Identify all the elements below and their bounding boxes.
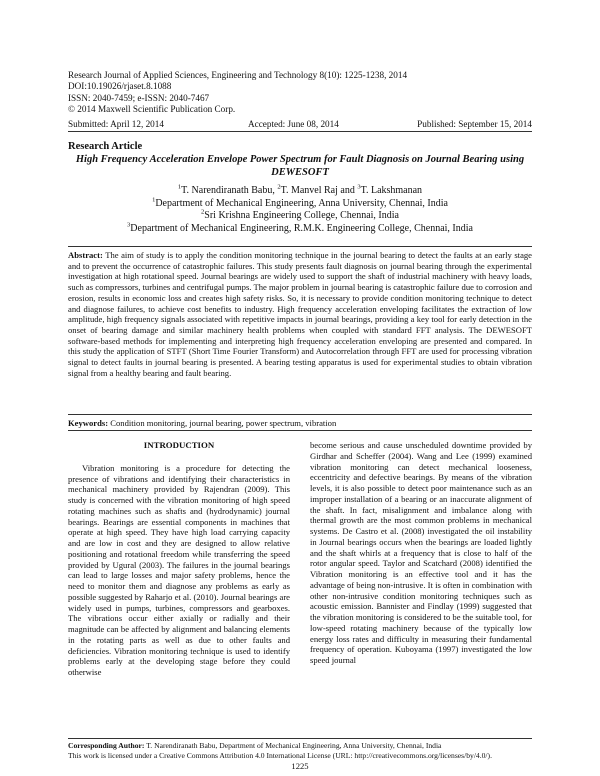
license-line[interactable]: This work is licensed under a Creative Commons Attribution 4.0 International License (URL: http://creativecommons.org/licenses/by/4.0/). — [68, 751, 492, 760]
corresponding-author — [68, 741, 532, 761]
journal-header — [68, 70, 407, 116]
author-list — [68, 185, 532, 198]
right-column — [310, 440, 532, 666]
affiliation-2 — [68, 210, 532, 223]
article-type: Research Article — [68, 141, 143, 152]
abstract — [68, 250, 532, 378]
affiliation-1-text: Department of Mechanical Engineering, Anna University, Chennai, India — [155, 197, 448, 209]
abstract-top-rule — [68, 246, 532, 247]
paper-title: High Frequency Acceleration Envelope Power Spectrum for Fault Diagnosis on Journal Bearing using DEWESOFT — [75, 154, 525, 178]
copyright: © 2014 Maxwell Scientific Publication Corp. — [68, 104, 236, 115]
affiliation-3 — [68, 223, 532, 236]
affiliation-2-mark: 2 — [201, 208, 205, 216]
left-column — [68, 440, 290, 678]
author-2-mark: 2 — [277, 183, 281, 191]
intro-paragraph-1: Vibration monitoring is a procedure for detecting the presence of vibrations and identifying their characteristics in mechanical machinery provided by Rajendran (2009). This study is concerned with the vibration monitoring of high speed rotating machines such as shafts and (hydrodynamic) journal bearings. Bearings are essential components in machines that operate at high speed. They have high load carrying capacity and are low in cost and they are designed to allow relative positioning and rotational freedom while transferring the speed provided by Ugural (2003). The failures in the journal bearings can lead to large losses and major safety problems, hence the need to monitor them and diagnose any problems as early as possible suggested by Raharjo et al. (2010). Journal bearings are widely used in pumps, turbines, compressors and gearboxes. The vibrations occur either axially or radially and their magnitude can be affected by alignment and balancing elements in the rotating parts as well as due to other faults and deficiencies. Vibration monitoring technique is used to identify problems early at the developing stage before they could otherwise — [68, 462, 290, 677]
author-block — [68, 185, 532, 235]
journal-citation: Research Journal of Applied Sciences, Engineering and Technology 8(10): 1225-1238, 2014 — [68, 70, 408, 80]
footer-rule — [68, 738, 532, 739]
author-1: T. Narendiranath Babu, — [181, 185, 278, 196]
author-3-mark: 3 — [357, 183, 361, 191]
abstract-text: The aim of study is to apply the condition monitoring technique in the journal bearing to detect the faults at an early stage and to prevent the occurrence of catastrophic failures. This study presents fault diagnosis on journal bearing through the experimental investigation at high rotational speed. Journal bearings are widely used to support the shaft of industrial machinery with heavy loads, such as compressors, turbines and centrifugal pumps. The major problem in journal bearing is catastrophic failure due to corrosion and erosion, results in economic loss and creates high safety risks. So, it is necessary to provide condition monitoring technique to detect and diagnose failures, to achieve cost benefits to industry. High frequency acceleration enveloping facilitates the extraction of low amplitude, high frequency signals associated with repetitive impacts in journal bearings, providing a key tool for early detection in the onset of bearing damage and similar machinery health problems when coupled with standard FFT analysis. The DEWESOFT software-based methods for implementing and interpreting high frequency acceleration enveloping are presented and compared. In this study the application of STFT (Short Time Fourier Transform) and Autocorrelation through FFT are used for processing vibration signal to detect faults in journal bearing is presented. A bearing testing apparatus is used for experimental studies to obtain vibration signal from a healthy bearing and fault bearing. — [68, 250, 532, 378]
abstract-label: Abstract: — [68, 250, 103, 260]
corresponding-text: T. Narendiranath Babu, Department of Mechanical Engineering, Anna University, Chennai, India — [144, 741, 442, 750]
affiliation-1-mark: 1 — [152, 196, 156, 204]
intro-paragraph-2: become serious and cause unscheduled downtime provided by Girdhar and Scheffer (2004). Wang and Lee (1999) examined vibration monitoring can detect mechanical looseness, eccentricity and defective bearings. By means of the vibration levels, it is also possible to detect poor maintenance such as an improper installation of a bearing or an inaccurate alignment of the shaft. In fact, misalignment and imbalance along with thermal growth are the most common problems in mechanical systems. De Castro et al. (2008) investigated the oil instability in Journal bearings occurs when the bearings are loaded lightly and the shaft whirls at a frequency that is close to half of the rotor angular speed. Taylor and Scatchard (2008) identified the Vibration monitoring is an effective tool and it has the advantage of being non-intrusive. It is often in combination with other non-intrusive condition monitoring techniques such as acoustic emission. Bannister and Findlay (1999) suggested that the vibration monitoring is considered to be the suitable tool, for low-speed rotating machinery because of the typically low energy loss rates and difficulty in measuring their fundamental frequency of operation. Kuboyama (1997) investigated the low speed journal — [310, 440, 532, 665]
page-number: 1225 — [291, 761, 309, 771]
submitted-date: Submitted: April 12, 2014 — [68, 119, 164, 129]
keywords — [68, 418, 532, 428]
published-date: Published: September 15, 2014 — [417, 119, 532, 129]
accepted-date: Accepted: June 08, 2014 — [248, 119, 339, 129]
abstract-bottom-rule — [68, 414, 532, 415]
doi[interactable]: DOI:10.19026/rjaset.8.1088 — [68, 81, 172, 92]
corresponding-label: Corresponding Author: — [68, 741, 145, 750]
affiliation-1 — [68, 198, 532, 211]
keywords-label: Keywords: — [68, 418, 109, 428]
keywords-text: Condition monitoring, journal bearing, power spectrum, vibration — [108, 418, 337, 428]
header-divider — [68, 131, 532, 132]
author-2: T. Manvel Raj and — [280, 185, 358, 196]
affiliation-3-text: Department of Mechanical Engineering, R.M.K. Engineering College, Chennai, India — [130, 222, 473, 234]
keywords-rule — [68, 430, 532, 431]
section-heading-introduction: INTRODUCTION — [143, 440, 215, 450]
affiliation-3-mark: 3 — [127, 221, 131, 229]
author-3: T. Lakshmanan — [360, 185, 423, 196]
author-1-mark: 1 — [177, 183, 182, 191]
corresponding-author-line — [68, 741, 532, 751]
issn: ISSN: 2040-7459; e-ISSN: 2040-7467 — [68, 92, 210, 103]
affiliation-2-text: Sri Krishna Engineering College, Chennai, India — [204, 210, 399, 222]
